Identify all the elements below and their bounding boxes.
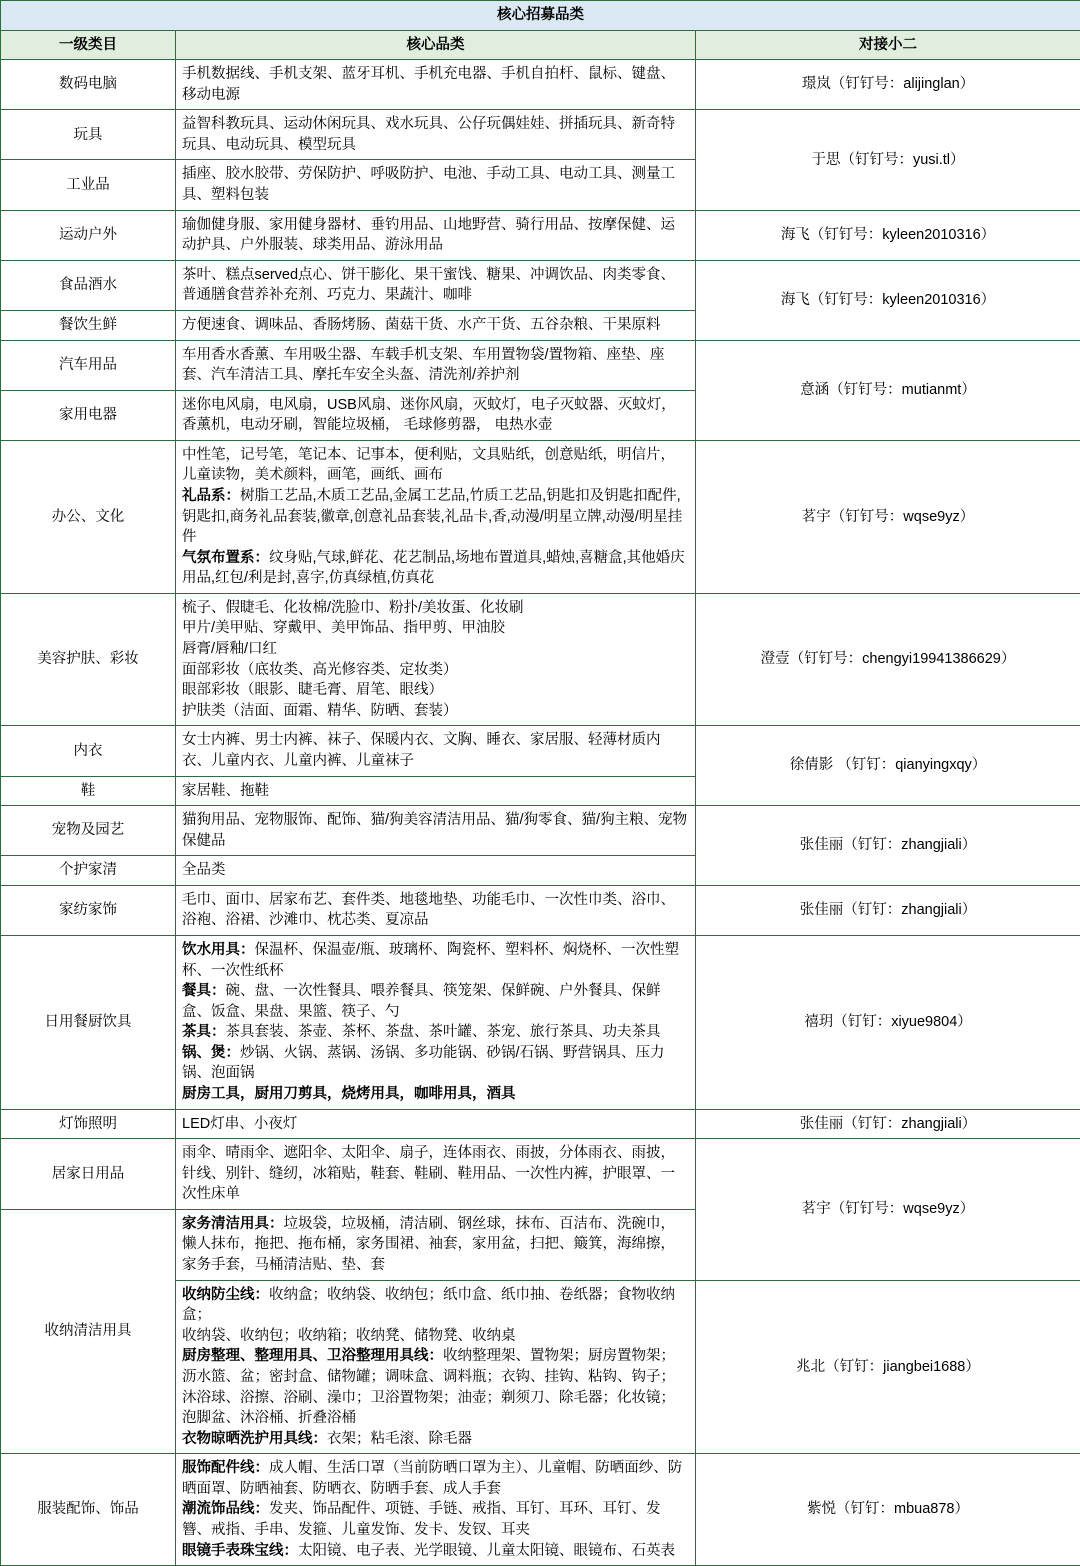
owner-contact-cell: 徐倩影 （钉钉：qianyingxqy） xyxy=(696,726,1080,806)
core-category-line xyxy=(182,981,689,1022)
table-row xyxy=(1,885,1080,935)
core-category-cell xyxy=(176,935,696,1109)
core-category-cell xyxy=(176,776,696,806)
core-category-label: 礼品系： xyxy=(182,488,240,504)
core-category-line xyxy=(182,781,689,802)
category-cell: 玩具 xyxy=(1,110,176,160)
core-category-text: 手机数据线、手机支架、蓝牙耳机、手机充电器、手机自拍杆、鼠标、键盘、移动电源 xyxy=(182,66,675,103)
core-category-text: 女士内裤、男士内裤、袜子、保暖内衣、文胸、睡衣、家居服、轻薄材质内衣、儿童内衣、儿童内裤、儿童袜子 xyxy=(182,732,661,769)
core-category-text: 碗、盘、一次性餐具、喂养餐具、筷笼架、保鲜碗、户外餐具、保鲜盒、饭盒、果盘、果篮、筷子、勺 xyxy=(182,983,661,1020)
core-category-text: 雨伞、晴雨伞、遮阳伞、太阳伞、扇子，连体雨衣、雨披，分体雨衣、雨披，针线、别针、缝纫，冰箱贴，鞋套、鞋刷、鞋用品、一次性内裤，护眼罩、一次性床单 xyxy=(182,1145,675,1202)
core-category-line xyxy=(182,64,689,105)
owner-contact-cell: 海飞（钉钉号：kyleen2010316） xyxy=(696,260,1080,340)
core-category-text: 唇膏/唇釉/口红 xyxy=(182,641,277,657)
core-category-line xyxy=(182,265,689,306)
core-category-line xyxy=(182,1458,689,1499)
core-category-text: 瑜伽健身服、家用健身器材、垂钓用品、山地野营、骑行用品、按摩保健、运动护具、户外服装、球类用品、游泳用品 xyxy=(182,217,675,254)
owner-contact-cell: 禧玥（钉钉：xiyue9804） xyxy=(696,935,1080,1109)
core-category-label: 厨房整理、整理用具、卫浴整理用具线： xyxy=(182,1348,443,1364)
category-cell: 家用电器 xyxy=(1,390,176,440)
core-category-line xyxy=(182,1143,689,1205)
core-category-line xyxy=(182,890,689,931)
core-category-cell xyxy=(176,310,696,340)
table-row xyxy=(1,726,1080,776)
category-cell: 餐饮生鲜 xyxy=(1,310,176,340)
core-category-label: 气氛布置系： xyxy=(182,550,269,566)
core-category-label: 锅、煲： xyxy=(182,1045,240,1061)
core-category-label: 厨房工具，厨用刀剪具，烧烤用具，咖啡用具，酒具 xyxy=(182,1086,516,1102)
core-category-text: 益智科教玩具、运动休闲玩具、戏水玩具、公仔玩偶娃娃、拼插玩具、新奇特玩具、电动玩具、模型玩具 xyxy=(182,116,675,153)
core-category-cell xyxy=(176,260,696,310)
core-category-line xyxy=(182,1326,689,1347)
core-category-line xyxy=(182,680,689,701)
category-cell: 灯饰照明 xyxy=(1,1109,176,1139)
core-category-cell xyxy=(176,806,696,856)
core-category-text: 茶叶、糕点served点心、饼干膨化、果干蜜饯、糖果、冲调饮品、肉类零食、普通膳食营养补充剂、巧克力、果蔬汁、咖啡 xyxy=(182,267,675,304)
category-cell: 宠物及园艺 xyxy=(1,806,176,856)
core-category-line xyxy=(182,1429,689,1450)
core-category-text: 猫狗用品、宠物服饰、配饰、猫/狗美容清洁用品、猫/狗零食、猫/狗主粮、宠物保健品 xyxy=(182,812,687,849)
owner-contact-cell: 张佳丽（钉钉：zhangjiali） xyxy=(696,885,1080,935)
core-category-text: 车用香水香薰、车用吸尘器、车载手机支架、车用置物袋/置物箱、座垫、座套、汽车清洁工具、摩托车安全头盔、清洗剂/养护剂 xyxy=(182,347,665,384)
owner-contact-cell: 兆北（钉钉：jiangbei1688） xyxy=(696,1280,1080,1454)
core-category-cell xyxy=(176,593,696,725)
core-category-label: 家务清洁用具： xyxy=(182,1216,284,1232)
core-category-line xyxy=(182,660,689,681)
table-header-row xyxy=(1,30,1080,60)
core-category-text: 面部彩妆（底妆类、高光修容类、定妆类） xyxy=(182,662,458,678)
core-category-text: 毛巾、面巾、居家布艺、套件类、地毯地垫、功能毛巾、一次性巾类、浴巾、浴袍、浴裙、沙滩巾、枕芯类、夏凉品 xyxy=(182,892,675,929)
category-cell: 美容护肤、彩妆 xyxy=(1,593,176,725)
table-row xyxy=(1,60,1080,110)
core-category-line xyxy=(182,639,689,660)
core-category-text: 保温杯、保温壶/瓶、玻璃杯、陶瓷杯、塑料杯、焖烧杯、一次性塑杯、一次性纸杯 xyxy=(182,942,679,979)
core-category-cell xyxy=(176,340,696,390)
category-cell: 家纺家饰 xyxy=(1,885,176,935)
core-category-line xyxy=(182,395,689,436)
category-cell: 工业品 xyxy=(1,160,176,210)
category-cell: 居家日用品 xyxy=(1,1139,176,1210)
core-category-cell xyxy=(176,1454,696,1566)
owner-contact-cell: 紫悦（钉钉：mbua878） xyxy=(696,1454,1080,1566)
owner-contact-cell: 海飞（钉钉号：kyleen2010316） xyxy=(696,210,1080,260)
category-cell: 运动户外 xyxy=(1,210,176,260)
core-category-label: 饮水用具： xyxy=(182,942,255,958)
core-category-text: 迷你电风扇，电风扇，USB风扇、迷你风扇，灭蚊灯，电子灭蚊器、灭蚊灯，香薰机，电动牙刷，智能垃圾桶， 毛球修剪器， 电热水壶 xyxy=(182,397,676,434)
core-category-text: 衣架；粘毛滚、除毛器 xyxy=(327,1431,472,1447)
core-category-line xyxy=(182,1285,689,1326)
core-category-text: 护肤类（洁面、面霜、精华、防晒、套装） xyxy=(182,703,458,719)
core-category-line xyxy=(182,1346,689,1428)
core-category-text: 纹身贴,气球,鲜花、花艺制品,场地布置道具,蜡烛,喜糖盒,其他婚庆用品,红包/利是封,喜字,仿真绿植,仿真花 xyxy=(182,550,685,587)
core-category-line xyxy=(182,1214,689,1276)
core-category-text: 中性笔，记号笔，笔记本、记事本，便利贴，文具贴纸，创意贴纸，明信片，儿童读物，美术颜料，画笔，画纸、画布 xyxy=(182,447,675,484)
core-category-cell xyxy=(176,1139,696,1210)
core-category-cell xyxy=(176,60,696,110)
table-row xyxy=(1,260,1080,310)
core-category-text: 炒锅、火锅、蒸锅、汤锅、多功能锅、砂锅/石锅、野营锅具、压力锅、泡面锅 xyxy=(182,1045,665,1082)
core-category-text: 发夹、饰品配件、项链、手链、戒指、耳钉、耳环、耳钉、发簪、戒指、手串、发箍、儿童发饰、发卡、发钗、耳夹 xyxy=(182,1501,661,1538)
core-category-cell xyxy=(176,390,696,440)
core-category-line xyxy=(182,215,689,256)
owner-contact-cell: 澄壹（钉钉号：chengyi19941386629） xyxy=(696,593,1080,725)
table-row xyxy=(1,935,1080,1109)
core-category-text: 茶具套装、茶壶、茶杯、茶盘、茶叶罐、茶宠、旅行茶具、功夫茶具 xyxy=(226,1024,661,1040)
column-header-category: 一级类目 xyxy=(1,30,176,60)
core-category-text: 收纳整理架、置物架；厨房置物架；沥水篮、盆；密封盒、储物罐；调味盒、调料瓶；衣钩、挂钩、粘钩、钩子；沐浴球、浴擦、浴刷、澡巾；卫浴置物架；油壶；剃须刀、除毛器；化妆镜；泡脚盆、沐浴桶、折叠浴桶 xyxy=(182,1348,675,1426)
table-row xyxy=(1,1109,1080,1139)
category-cell: 个护家清 xyxy=(1,856,176,886)
core-category-line xyxy=(182,618,689,639)
core-category-label: 收纳防尘线： xyxy=(182,1287,269,1303)
core-category-cell xyxy=(176,160,696,210)
core-category-line xyxy=(182,114,689,155)
table-body xyxy=(1,1,1080,1566)
category-cell: 办公、文化 xyxy=(1,440,176,593)
core-category-text: 眼部彩妆（眼影、睫毛膏、眉笔、眼线） xyxy=(182,682,443,698)
table-row xyxy=(1,593,1080,725)
core-category-cell xyxy=(176,1109,696,1139)
column-header-owner: 对接小二 xyxy=(696,30,1080,60)
category-cell: 服装配饰、饰品 xyxy=(1,1454,176,1566)
core-category-line xyxy=(182,1499,689,1540)
core-category-cell xyxy=(176,885,696,935)
core-category-label: 潮流饰品线： xyxy=(182,1501,269,1517)
core-category-line xyxy=(182,1541,689,1562)
table-row xyxy=(1,340,1080,390)
core-category-cell xyxy=(176,726,696,776)
core-category-line xyxy=(182,810,689,851)
column-header-core: 核心品类 xyxy=(176,30,696,60)
core-category-text: 树脂工艺品,木质工艺品,金属工艺品,竹质工艺品,钥匙扣及钥匙扣配件,钥匙扣,商务礼品套装,徽章,创意礼品套装,礼品卡,香,动漫/明星立牌,动漫/明星挂件 xyxy=(182,488,682,545)
core-category-text: LED灯串、小夜灯 xyxy=(182,1116,297,1132)
owner-contact-cell: 意涵（钉钉号：mutianmt） xyxy=(696,340,1080,440)
core-category-text: 太阳镜、电子表、光学眼镜、儿童太阳镜、眼镜布、石英表 xyxy=(298,1543,675,1559)
core-category-line xyxy=(182,1084,689,1105)
core-category-text: 垃圾袋，垃圾桶，清洁刷、钢丝球，抹布、百洁布、洗碗巾，懒人抹布，拖把、拖布桶，家务围裙、袖套，家用盆，扫把、簸箕，海绵擦，家务手套，马桶清洁贴、垫、套 xyxy=(182,1216,675,1273)
core-category-line xyxy=(182,598,689,619)
core-category-line xyxy=(182,860,689,881)
core-category-line xyxy=(182,345,689,386)
core-category-line xyxy=(182,548,689,589)
core-category-line xyxy=(182,940,689,981)
core-category-cell xyxy=(176,1209,696,1280)
table-row xyxy=(1,1454,1080,1566)
table-row xyxy=(1,1139,1080,1210)
core-category-text: 甲片/美甲贴、穿戴甲、美甲饰品、指甲剪、甲油胶 xyxy=(182,620,505,636)
core-category-line xyxy=(182,1022,689,1043)
core-category-cell xyxy=(176,856,696,886)
category-cell: 收纳清洁用具 xyxy=(1,1209,176,1453)
core-category-cell xyxy=(176,440,696,593)
core-category-label: 茶具： xyxy=(182,1024,226,1040)
core-category-line xyxy=(182,445,689,486)
page-title: 核心招募品类 xyxy=(1,1,1080,31)
core-category-line xyxy=(182,1114,689,1135)
core-category-label: 衣物晾晒洗护用具线： xyxy=(182,1431,327,1447)
owner-contact-cell: 张佳丽（钉钉：zhangjiali） xyxy=(696,1109,1080,1139)
core-category-line xyxy=(182,164,689,205)
category-cell: 鞋 xyxy=(1,776,176,806)
owner-contact-cell: 璟岚（钉钉号：alijinglan） xyxy=(696,60,1080,110)
core-category-line xyxy=(182,1043,689,1084)
core-category-text: 收纳盒；收纳袋、收纳包；纸巾盒、纸巾抽、卷纸器；食物收纳盒； xyxy=(182,1287,675,1324)
owner-contact-cell: 茗宇（钉钉号：wqse9yz） xyxy=(696,1139,1080,1280)
category-cell: 食品酒水 xyxy=(1,260,176,310)
category-cell: 日用餐厨饮具 xyxy=(1,935,176,1109)
category-cell: 汽车用品 xyxy=(1,340,176,390)
owner-contact-cell: 张佳丽（钉钉：zhangjiali） xyxy=(696,806,1080,886)
owner-contact-cell: 于思（钉钉号：yusi.tl） xyxy=(696,110,1080,210)
core-category-label: 眼镜手表珠宝线： xyxy=(182,1543,298,1559)
table-row xyxy=(1,110,1080,160)
core-category-line xyxy=(182,730,689,771)
core-category-line xyxy=(182,315,689,336)
core-category-text: 全品类 xyxy=(182,862,226,878)
core-category-text: 梳子、假睫毛、化妆棉/洗脸巾、粉扑/美妆蛋、化妆刷 xyxy=(182,600,524,616)
core-category-cell xyxy=(176,210,696,260)
table-row xyxy=(1,806,1080,856)
core-category-text: 家居鞋、拖鞋 xyxy=(182,783,269,799)
table-row xyxy=(1,210,1080,260)
core-category-label: 服饰配件线： xyxy=(182,1460,269,1476)
core-category-cell xyxy=(176,1280,696,1454)
core-category-label: 餐具： xyxy=(182,983,226,999)
owner-contact-cell: 茗宇（钉钉号：wqse9yz） xyxy=(696,440,1080,593)
core-category-text: 收纳袋、收纳包；收纳箱；收纳凳、储物凳、收纳桌 xyxy=(182,1328,516,1344)
core-category-cell xyxy=(176,110,696,160)
core-category-text: 插座、胶水胶带、劳保防护、呼吸防护、电池、手动工具、电动工具、测量工具、塑料包装 xyxy=(182,166,675,203)
table-row xyxy=(1,440,1080,593)
core-category-line xyxy=(182,486,689,548)
core-category-text: 成人帽、生活口罩（当前防晒口罩为主）、儿童帽、防晒面纱、防晒面罩、防晒袖套、防晒衣、防晒手套、成人手套 xyxy=(182,1460,682,1497)
category-cell: 内衣 xyxy=(1,726,176,776)
table-title-row xyxy=(1,1,1080,31)
category-cell: 数码电脑 xyxy=(1,60,176,110)
core-category-text: 方便速食、调味品、香肠烤肠、菌菇干货、水产干货、五谷杂粮、干果原料 xyxy=(182,317,661,333)
core-category-line xyxy=(182,701,689,722)
